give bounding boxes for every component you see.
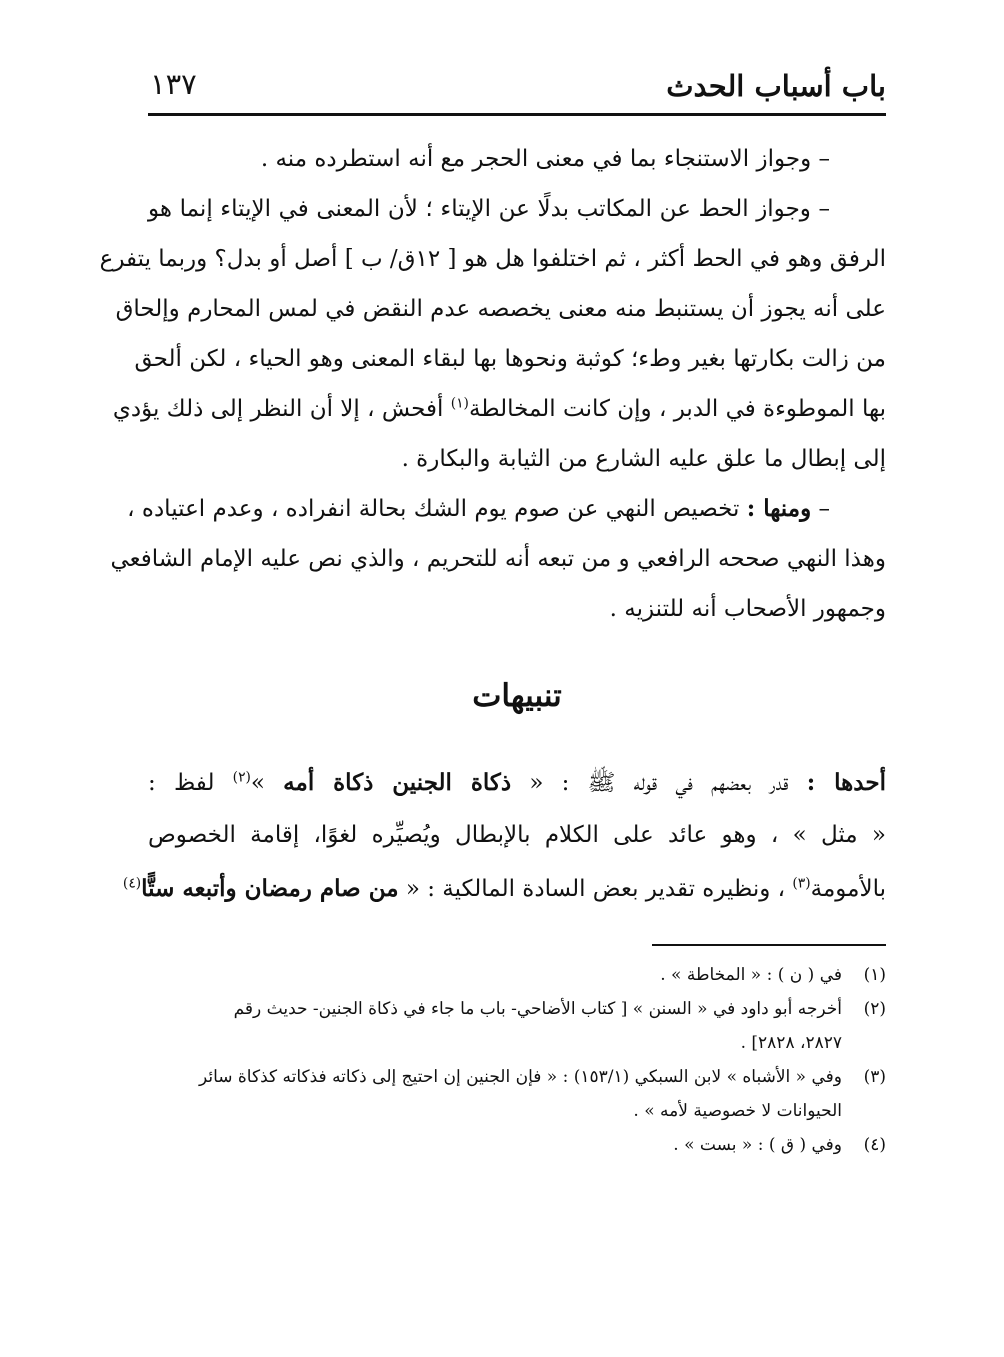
- body-line: – وجواز الاستنجاء بما في معنى الحجر مع أنه استطرده منه .: [260, 146, 830, 172]
- line-text: »: [250, 770, 284, 796]
- hadith-quote: ذكاة الجنين ذكاة أمه: [283, 769, 512, 796]
- footnote: [148, 958, 886, 992]
- hadith-quote: من صام رمضان وأتبعه ستًّا: [141, 875, 399, 902]
- footnote-line: أخرجه أبو داود في « السنن » [ كتاب الأضاحي- باب ما جاء في ذكاة الجنين- حديث رقم: [233, 999, 842, 1019]
- footnote-ref: (١): [450, 395, 469, 412]
- footnote: [148, 1060, 886, 1128]
- footnote-body: [148, 992, 842, 1060]
- body-line: وجمهور الأصحاب أنه للتنزيه .: [609, 596, 886, 622]
- notes-line: [148, 756, 886, 809]
- page-number: ١٣٧: [150, 67, 197, 101]
- footnote-ref: (٤): [122, 875, 142, 892]
- footnote-separator: [652, 944, 886, 946]
- line-text: قدر بعضهم في قوله ﷺ : «: [511, 770, 807, 796]
- footnote-line: وفي ( ق ) : « بست » .: [673, 1135, 842, 1155]
- footnote-body: [148, 1060, 842, 1128]
- section-heading: تنبيهات: [472, 678, 562, 714]
- body-line: [112, 384, 886, 434]
- bold-lead: أحدها :: [806, 769, 886, 796]
- dash: –: [811, 496, 830, 522]
- line-text: بها الموطوءة في الدبر ، وإن كانت المخالطة: [468, 396, 886, 422]
- body-line: إلى إبطال ما علق عليه الشارع من الثيابة والبكارة .: [401, 446, 886, 472]
- footnote-number: (٢): [863, 999, 886, 1019]
- notes-line: [122, 862, 886, 915]
- line-text: ، ونظيره تقدير بعض السادة المالكية : «: [398, 876, 793, 902]
- header-rule: [148, 113, 886, 116]
- body-line: [127, 484, 886, 534]
- footnote-line: الحيوانات لا خصوصية لأمه » .: [633, 1101, 842, 1121]
- footnote-line: في ( ن ) : « المخاطة » .: [660, 965, 842, 985]
- body-line: على أنه يجوز أن يستنبط منه معنى يخصصه عدم النقض في لمس المحارم وإلحاق: [115, 296, 886, 322]
- body-line: وهذا النهي صححه الرافعي و من تبعه أنه للتحريم ، والذي نص عليه الإمام الشافعي: [110, 546, 886, 572]
- body-line: من زالت بكارتها بغير وطء؛ كوثبة ونحوها بها لبقاء المعنى وهو الحياء ، لكن ألحق: [134, 346, 886, 372]
- body-line: – وجواز الحط عن المكاتب بدلًا عن الإيتاء ؛ لأن المعنى في الإيتاء إنما هو: [148, 196, 830, 222]
- line-text: تخصيص النهي عن صوم يوم الشك بحالة انفراده ، وعدم اعتياده ،: [127, 496, 747, 522]
- footnotes: [148, 958, 886, 1162]
- footnote-number: (٣): [863, 1067, 886, 1087]
- footnote-number: (٤): [863, 1135, 886, 1155]
- notes-text: [122, 756, 886, 915]
- footnote-number: (١): [863, 965, 886, 985]
- footnote: [148, 992, 886, 1060]
- footnote-ref: (٢): [232, 769, 251, 786]
- bold-lead: ومنها :: [746, 495, 812, 522]
- body-line: الرفق وهو في الحط أكثر ، ثم اختلفوا هل هو [ ١٢ق/ ب ] أصل أو بدل؟ وربما يتفرع: [99, 246, 886, 272]
- footnote: [148, 1128, 886, 1162]
- body-text: [99, 134, 886, 634]
- footnote-ref: (٣): [792, 875, 811, 892]
- running-title: باب أسباب الحدث: [666, 69, 886, 103]
- footnote-body: [148, 958, 842, 992]
- line-text: بالأمومة: [810, 876, 886, 902]
- notes-line: « مثل » ، وهو عائد على الكلام بالإبطال ويُصيِّره لغوًا، إقامة الخصوص: [148, 822, 886, 848]
- footnote-line: ٢٨٢٧، ٢٨٢٨] .: [740, 1033, 842, 1053]
- footnote-body: [148, 1128, 842, 1162]
- line-text: أفحش ، إلا أن النظر إلى ذلك يؤدي: [112, 396, 451, 422]
- line-text: لفظ :: [148, 770, 233, 796]
- footnote-line: وفي « الأشباه » لابن السبكي (١٥٣/١) : « فإن الجنين إن احتيج إلى ذكاته فذكاته كذكاة سائر: [198, 1067, 842, 1087]
